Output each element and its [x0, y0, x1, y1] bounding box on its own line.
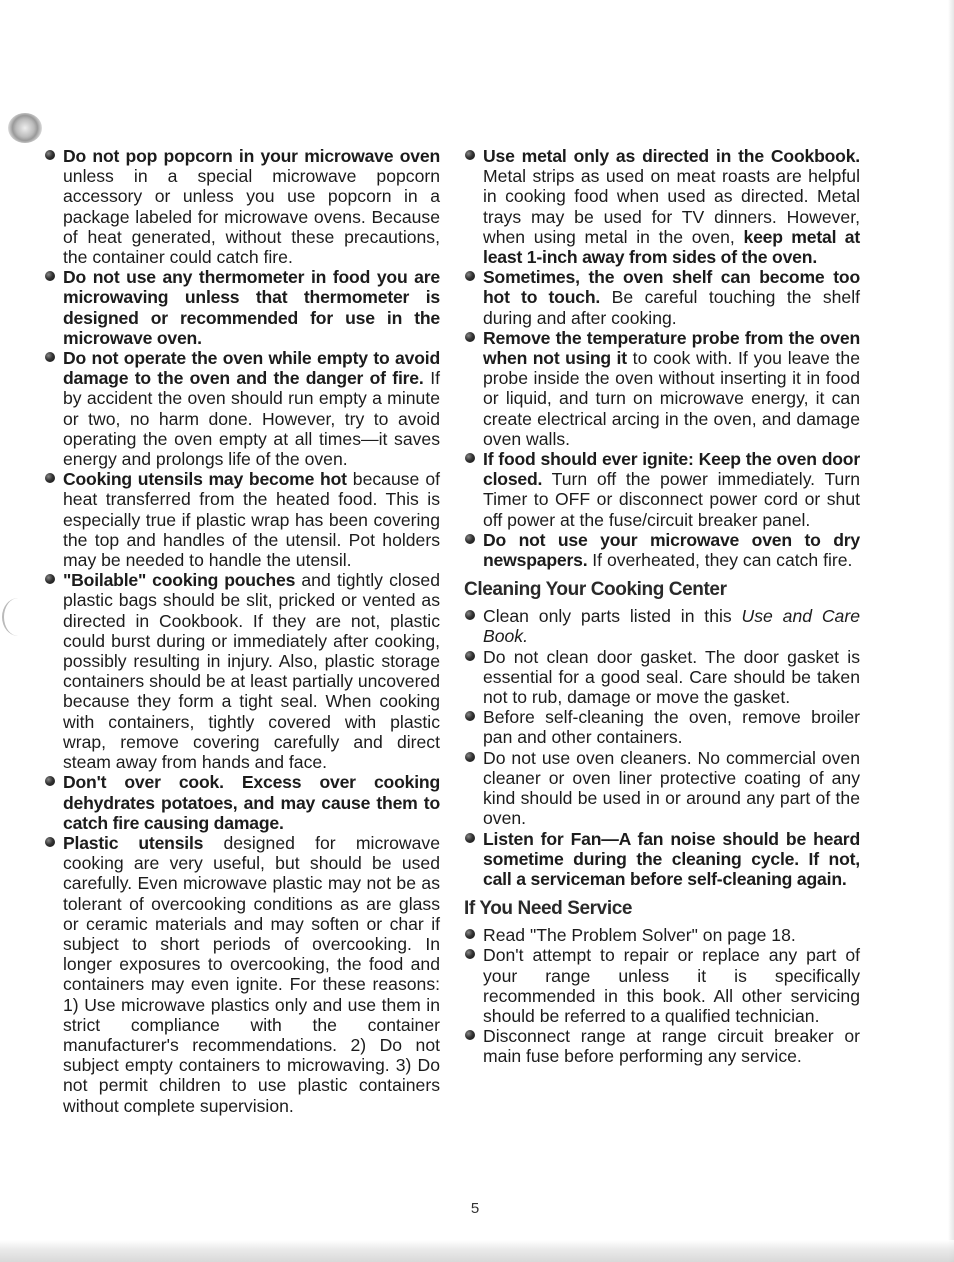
punch-hole-mark: [8, 113, 42, 143]
list-item: Do not use your microwave oven to dry newspapers. If overheated, they can catch fire.: [464, 530, 860, 570]
bullet-icon: [45, 271, 55, 281]
bullet-icon: [465, 610, 475, 620]
list-item: Plastic utensils designed for microwave cooking are very useful, but should be used carefully. Even microwave plastic may not be as tolerant of overcooking conditions as are glass or ceramic materials and may soften or char if subject to short periods of overcooking. In longer exposures to overcooking, the food and containers may even ignite. For these reasons: 1) Use microwave plastics only and use them in strict compliance with the container manufacturer's recommendations. 2) Do not subject empty containers to microwaving. 3) Do not permit children to use plastic containers without complete supervision.: [44, 833, 440, 1116]
list-item: Don't over cook. Excess over cooking dehydrates potatoes, and may cause them to catch fire causing damage.: [44, 772, 440, 833]
bullet-icon: [465, 711, 475, 721]
list-item: Do not operate the oven while empty to avoid damage to the oven and the danger of fire. If by accident the oven should run empty a minute or two, no harm done. However, try to avoid operating the oven empty at all times—it saves energy and prolongs life of the oven.: [44, 348, 440, 469]
bullet-icon: [465, 833, 475, 843]
list-item: "Boilable" cooking pouches and tightly closed plastic bags should be slit, pricked or vented as directed in Cookbook. If they are not, plastic could burst during or immediately after cooking, possibly resulting in injury. Also, plastic storage containers should be at least partially uncovered because they form a tight seal. When cooking with containers, tightly covered with plastic wrap, remove covering carefully and direct steam away from hands and face.: [44, 570, 440, 772]
bullet-icon: [465, 534, 475, 544]
list-item: Do not clean door gasket. The door gasket is essential for a good seal. Care should be taken not to rub, damage or move the gasket.: [464, 647, 860, 708]
list-item: Do not use any thermometer in food you are microwaving unless that thermometer is designed or recommended for use in the microwave oven.: [44, 267, 440, 348]
left-column: [44, 146, 440, 1116]
bullet-icon: [465, 949, 475, 959]
list-item: Cooking utensils may become hot because of heat transferred from the heated food. This is especially true if plastic wrap has been covering the top and handles of the utensil. Pot holders may be needed to handle the utensil.: [44, 469, 440, 570]
scan-bottom-band: [0, 1240, 954, 1262]
scan-smudge: [2, 598, 34, 636]
cleaning-heading: Cleaning Your Cooking Center: [464, 579, 727, 601]
bullet-icon: [465, 929, 475, 939]
list-item: Use metal only as directed in the Cookbook. Metal strips as used on meat roasts are helpful in cooking food when used as directed. Metal trays may be used for TV dinners. However, when using metal in the oven, keep metal at least 1-inch away from sides of the oven.: [464, 146, 860, 267]
list-item: Disconnect range at range circuit breaker or main fuse before performing any service.: [464, 1026, 860, 1066]
list-item: Read "The Problem Solver" on page 18.: [464, 925, 860, 945]
bullet-icon: [45, 837, 55, 847]
bullet-icon: [45, 776, 55, 786]
list-item: Clean only parts listed in this Use and Care Book.: [464, 606, 860, 646]
bullet-icon: [45, 352, 55, 362]
right-column: [464, 146, 860, 1067]
list-item: Sometimes, the oven shelf can become too hot to touch. Be careful touching the shelf during and after cooking.: [464, 267, 860, 328]
bullet-icon: [465, 271, 475, 281]
list-item: If food should ever ignite: Keep the oven door closed. Turn off the power immediately. Turn Timer to OFF or disconnect power cord or shut off power at the fuse/circuit breaker panel.: [464, 449, 860, 530]
list-item: Do not pop popcorn in your microwave oven unless in a special microwave popcorn accessory or unless you use popcorn in a package labeled for microwave ovens. Because of heat generated, without these precautions, the container could catch fire.: [44, 146, 440, 267]
bullet-icon: [465, 150, 475, 160]
bullet-icon: [45, 150, 55, 160]
page-number: 5: [470, 1200, 480, 1217]
bullet-icon: [45, 574, 55, 584]
bullet-icon: [465, 752, 475, 762]
list-item: Do not use oven cleaners. No commercial oven cleaner or oven liner protective coating of any kind should be used in or around any part of the oven.: [464, 748, 860, 829]
bullet-icon: [465, 332, 475, 342]
list-item: Remove the temperature probe from the oven when not using it to cook with. If you leave the probe inside the oven without inserting it in food or liquid, and turn on microwave energy, it can create electrical arcing in the oven, and damage oven walls.: [464, 328, 860, 449]
scan-edge: [948, 0, 954, 1262]
list-item: Before self-cleaning the oven, remove broiler pan and other containers.: [464, 707, 860, 747]
list-item: Don't attempt to repair or replace any part of your range unless it is specifically recommended in this book. All other servicing should be referred to a qualified technician.: [464, 945, 860, 1026]
bullet-icon: [45, 473, 55, 483]
bullet-icon: [465, 651, 475, 661]
bullet-icon: [465, 453, 475, 463]
list-item: Listen for Fan—A fan noise should be heard sometime during the cleaning cycle. If not, call a serviceman before self-cleaning again.: [464, 829, 860, 890]
bullet-icon: [465, 1030, 475, 1040]
service-heading: If You Need Service: [464, 898, 633, 920]
